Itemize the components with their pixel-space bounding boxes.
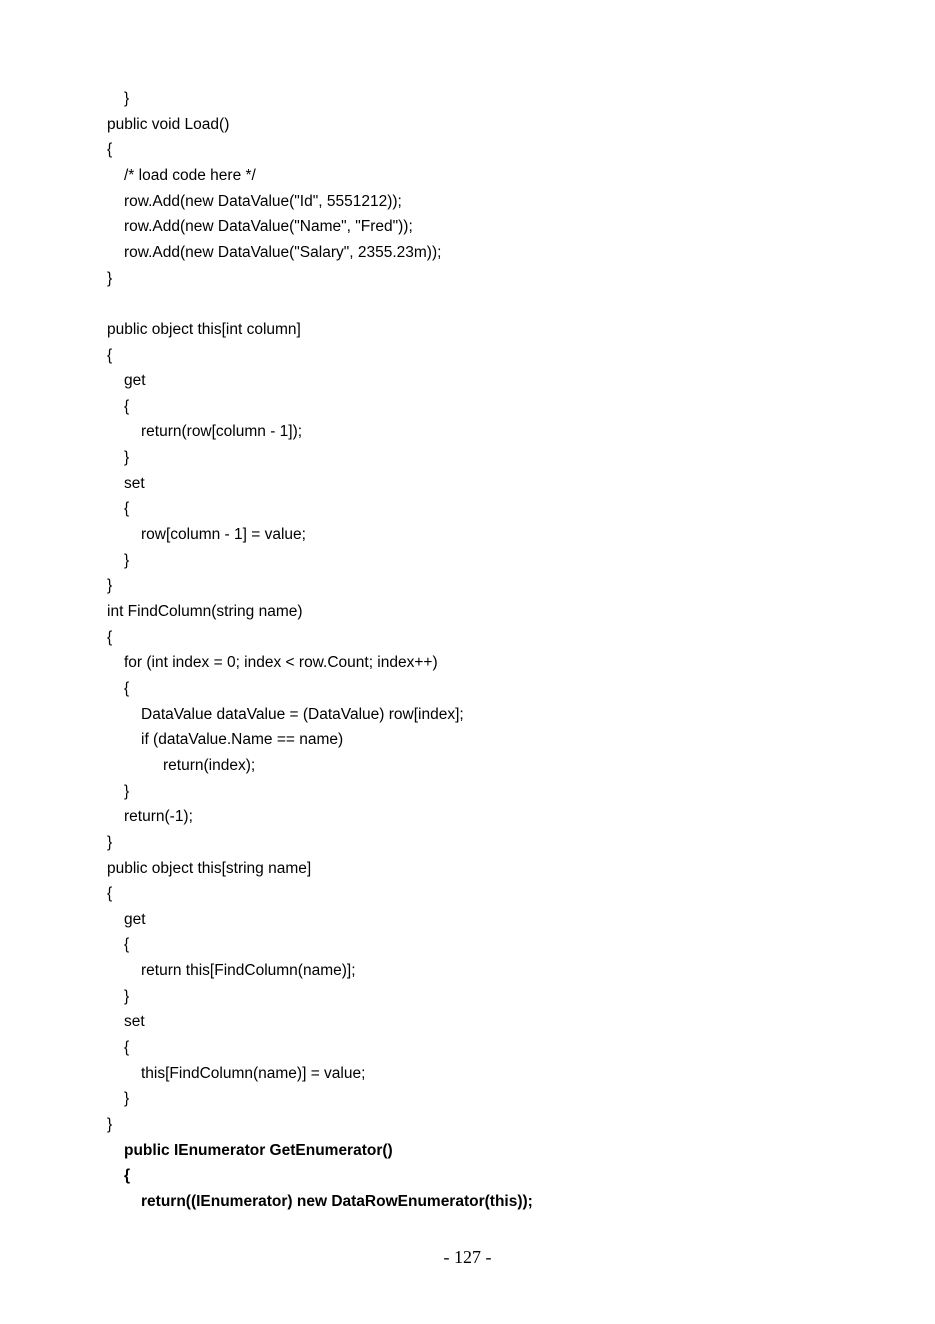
code-line: { [124,500,130,518]
code-line: } [107,1116,113,1133]
code-line: DataValue dataValue = (DataValue) row[index]; [141,705,464,723]
code-line: return this[FindColumn(name)]; [141,962,356,980]
code-line: for (int index = 0; index < row.Count; index++) [124,654,438,672]
code-line: get [124,910,146,928]
code-line: } [124,782,130,800]
code-line: { [124,397,130,415]
code-line: row.Add(new DataValue("Name", "Fred")); [124,218,413,236]
code-line: int FindColumn(string name) [107,603,303,620]
code-line: } [124,449,130,467]
code-line: } [124,987,130,1005]
code-line: } [124,1090,130,1108]
code-line: { [107,628,113,646]
code-line: if (dataValue.Name == name) [141,731,344,749]
code-line: return(row[column - 1]); [141,423,303,441]
code-line: public object this[int column] [107,320,301,338]
code-line: { [107,885,113,903]
code-line: return(index); [163,756,256,774]
code-line: } [107,833,113,851]
code-line: } [107,269,113,287]
code-line: { [124,1039,130,1057]
code-line: public IEnumerator GetEnumerator() [124,1141,393,1159]
code-line: { [124,936,130,954]
code-line: this[FindColumn(name)] = value; [141,1064,366,1082]
page-number: - 127 - [443,1247,492,1267]
code-line: } [124,90,130,107]
code-line: { [107,141,113,159]
code-line: row[column - 1] = value; [141,526,306,544]
code-line: get [124,372,146,390]
code-line: set [124,474,145,492]
code-line: } [107,577,113,595]
code-line: set [124,1013,145,1031]
code-line: /* load code here */ [124,166,256,184]
code-line: public object this[string name] [107,859,312,877]
code-line: row.Add(new DataValue("Id", 5551212)); [124,192,402,210]
code-line: row.Add(new DataValue("Salary", 2355.23m)); [124,243,442,261]
code-line: return((IEnumerator) new DataRowEnumerator(this)); [141,1192,533,1210]
code-line: { [107,346,113,364]
code-line: { [124,679,130,697]
code-line: { [124,1167,131,1185]
code-line: } [124,551,130,569]
code-line: public void Load() [107,115,230,133]
code-line: return(-1); [124,808,193,826]
